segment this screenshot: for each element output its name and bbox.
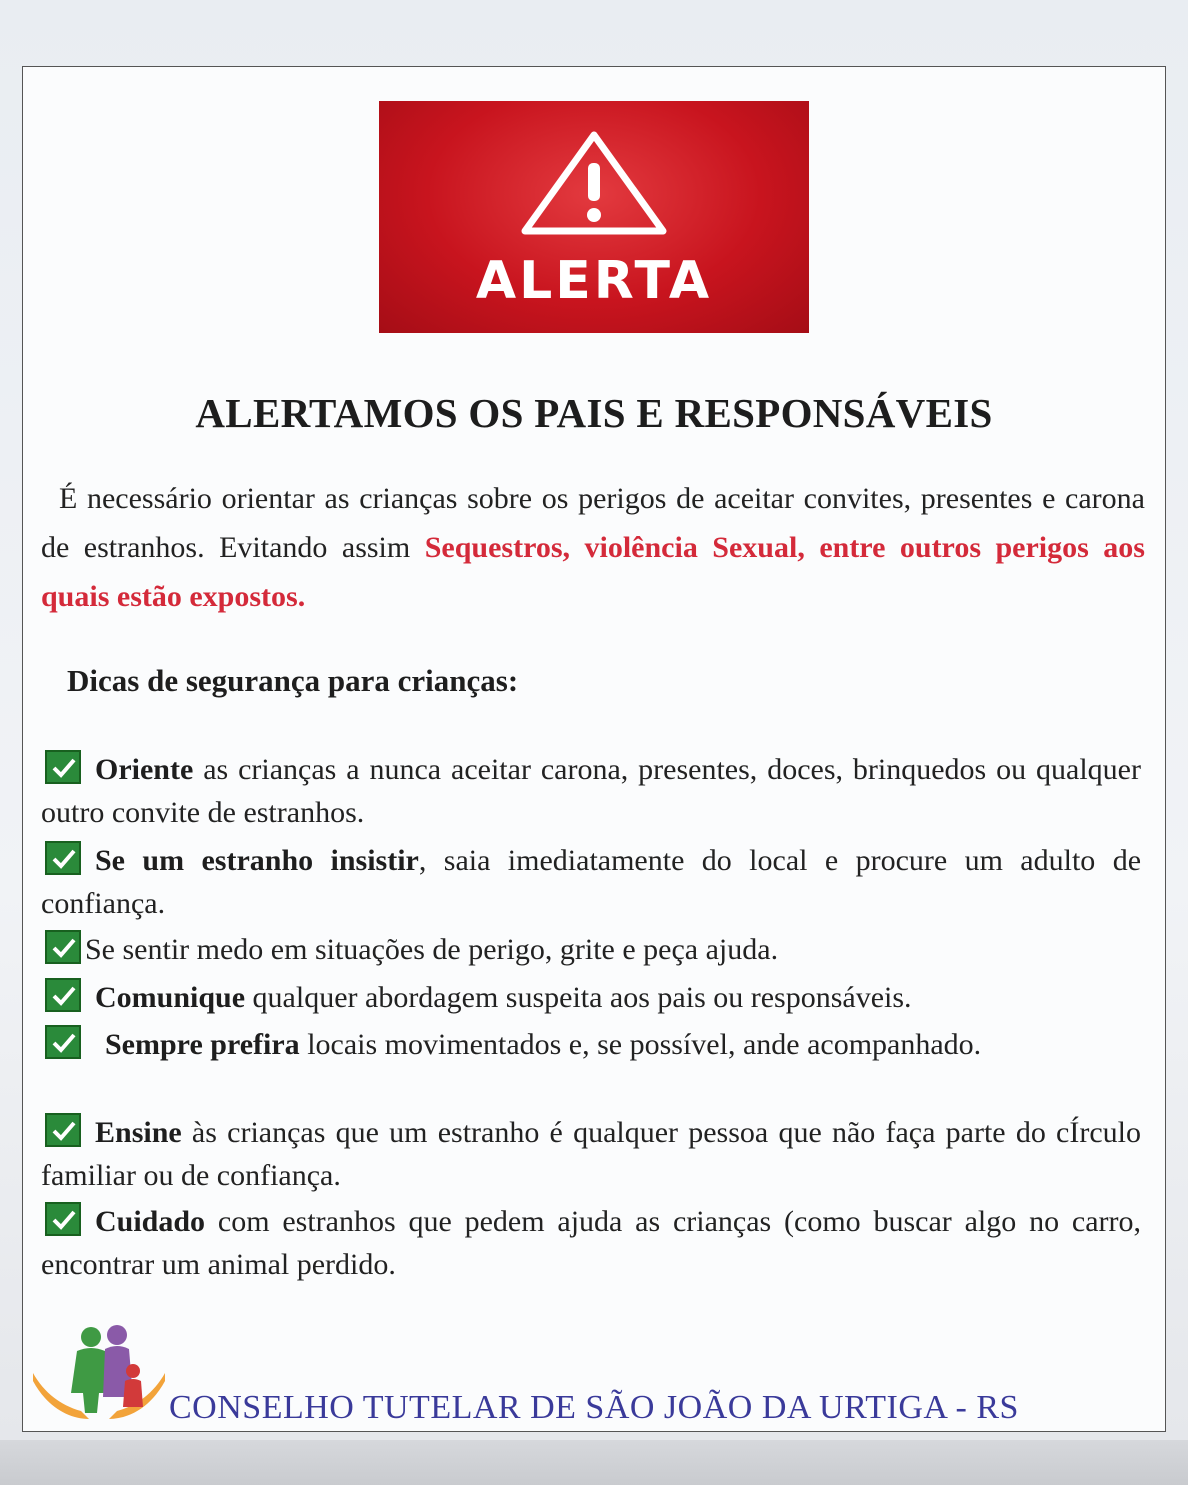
tip-text: locais movimentados e, se possível, ande acompanhado. bbox=[299, 1028, 982, 1061]
tip-bold: Ensine bbox=[95, 1116, 182, 1149]
tip-item bbox=[41, 1023, 1141, 1066]
intro-paragraph bbox=[41, 474, 1145, 621]
page-title: ALERTAMOS OS PAIS E RESPONSÁVEIS bbox=[195, 390, 993, 436]
tip-item bbox=[41, 928, 1141, 971]
tip-text: , saia imediatamente do local e procure um adulto de confiança. bbox=[41, 844, 1142, 920]
checkbox-icon bbox=[45, 930, 81, 964]
intro-highlight: Sequestros, violência Sexual, entre outros perigos aos quais estão expostos. bbox=[41, 531, 1145, 613]
family-hands-logo-icon bbox=[29, 1321, 169, 1425]
warning-triangle-icon bbox=[517, 127, 671, 239]
checkbox-icon bbox=[45, 1202, 81, 1236]
tip-bold: Comunique bbox=[95, 981, 246, 1014]
checkbox-icon bbox=[45, 750, 81, 784]
alert-poster bbox=[22, 66, 1166, 1432]
tip-text: qualquer abordagem suspeita aos pais ou responsáveis. bbox=[245, 981, 912, 1014]
tip-text: com estranhos que pedem ajuda as crianças (como buscar algo no carro, encontrar um animal perdido. bbox=[41, 1205, 1141, 1281]
tip-item bbox=[41, 839, 1141, 925]
checkbox-icon bbox=[45, 978, 81, 1012]
checkbox-icon bbox=[45, 841, 81, 875]
tips-title: Dicas de segurança para crianças: bbox=[67, 663, 519, 698]
footer-organization: CONSELHO TUTELAR DE SÃO JOÃO DA URTIGA - RS bbox=[169, 1389, 1019, 1426]
tip-item bbox=[41, 748, 1141, 834]
tip-text: às crianças que um estranho é qualquer pessoa que não faça parte do cÍrculo familiar ou de confiança. bbox=[41, 1116, 1141, 1192]
checkbox-icon bbox=[45, 1113, 81, 1147]
background-strip bbox=[0, 1440, 1188, 1485]
tip-item bbox=[41, 1200, 1141, 1286]
tip-item bbox=[41, 976, 1141, 1019]
tip-bold: Sempre prefira bbox=[105, 1028, 300, 1061]
tip-text: Se sentir medo em situações de perigo, grite e peça ajuda. bbox=[85, 933, 779, 966]
checkbox-icon bbox=[45, 1025, 81, 1059]
tip-item bbox=[41, 1111, 1141, 1197]
tip-bold: Se um estranho insistir bbox=[95, 844, 419, 877]
tip-text: as crianças a nunca aceitar carona, presentes, doces, brinquedos ou qualquer outro convite de estranhos. bbox=[41, 753, 1141, 829]
alert-banner bbox=[379, 101, 809, 333]
tip-bold: Oriente bbox=[95, 753, 194, 786]
tip-bold: Cuidado bbox=[95, 1205, 206, 1238]
alert-word: ALERTA bbox=[475, 251, 713, 311]
intro-text: É necessário orientar as crianças sobre os perigos de aceitar convites, presentes e carona de estranhos. Evitando assim bbox=[41, 482, 1145, 564]
